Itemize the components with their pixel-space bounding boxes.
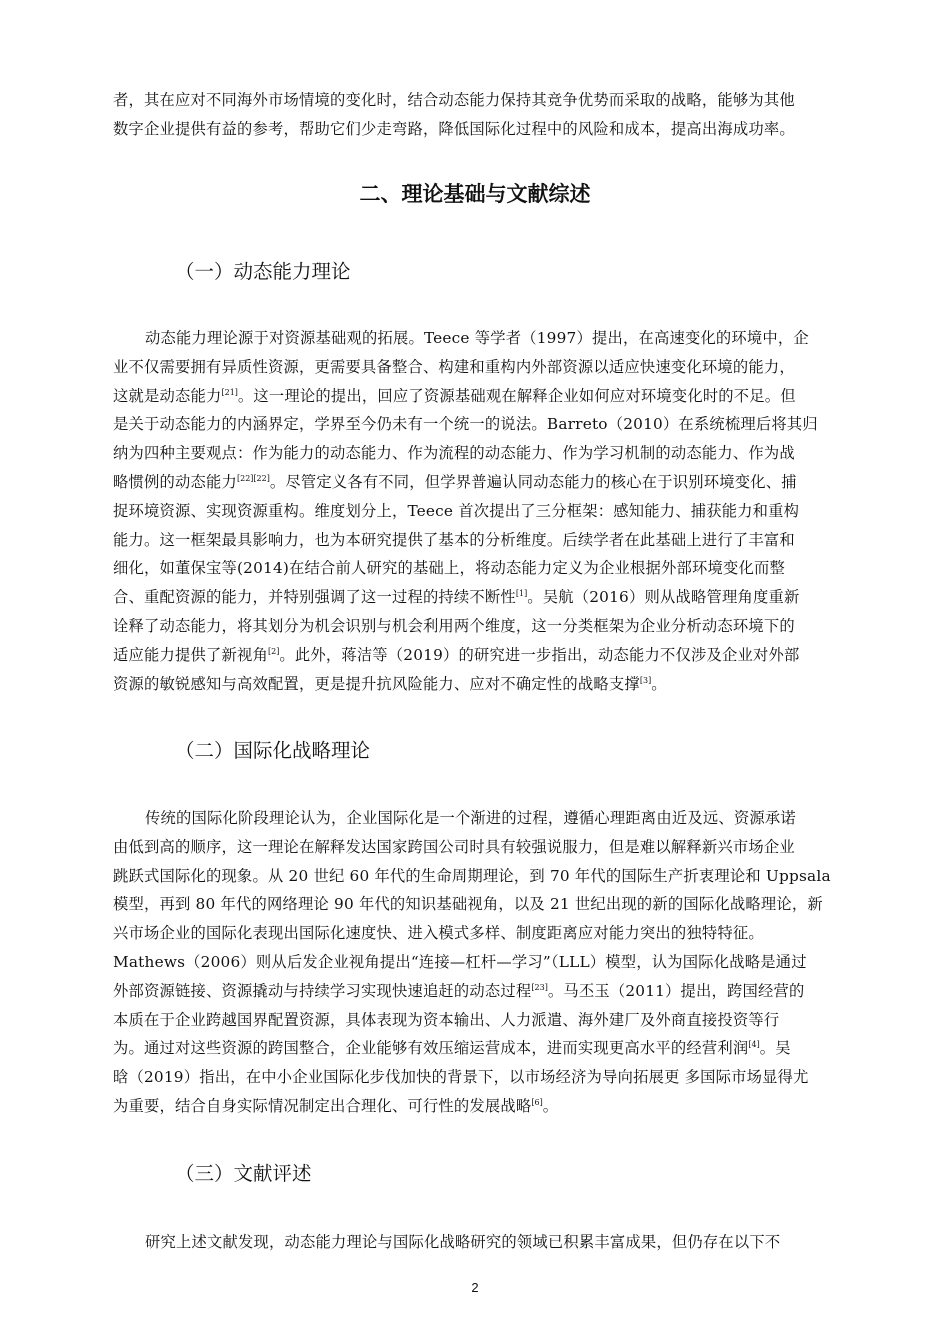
text-run: 外部资源链接、资源撬动与持续学习实现快速追赶的动态过程	[113, 981, 532, 1000]
text-run: 适应能力提供了新视角	[113, 645, 268, 664]
text-line	[113, 977, 860, 1006]
citation-ref: [6]	[531, 1097, 543, 1107]
text-line	[113, 382, 860, 411]
text-run: 为。通过对这些资源的跨国整合，企业能够有效压缩运营成本，进而实现更高水平的经营利润	[113, 1039, 749, 1058]
citation-ref: [3]	[639, 675, 652, 685]
text-run: 。此外，蒋洁等（2019）的研究进一步指出，动态能力不仅涉及企业对外部	[279, 645, 800, 664]
citation-ref: [21]	[221, 387, 238, 397]
text-run: 。尽管定义各有不同，但学界普遍认同动态能力的核心在于识别环境变化、捕	[269, 472, 797, 491]
text-line: 细化，如董保宝等(2014)在结合前人研究的基础上，将动态能力定义为企业根据外部环境变化而整	[113, 559, 785, 578]
text-line: 数字企业提供有益的参考，帮助它们少走弯路，降低国际化过程中的风险和成本，提高出海成功率。	[113, 119, 795, 138]
text-run: 。马丕玉（2011）提出，跨国经营的	[547, 981, 805, 1000]
text-run: 这就是动态能力	[113, 386, 222, 405]
intro-paragraph	[113, 86, 860, 144]
citation-ref: [23]	[531, 982, 548, 992]
section-title: 二、理论基础与文献综述	[359, 182, 591, 206]
citation-ref: [22][22]	[236, 473, 270, 483]
subsection-heading-1: （一）动态能力理论	[175, 260, 351, 283]
text-line: Mathews（2006）则从后发企业视角提出“连接—杠杆—学习”（LLL）模型，认为国际化战略是通过	[113, 952, 807, 971]
text-line: 研究上述文献发现，动态能力理论与国际化战略研究的领域已积累丰富成果，但仍存在以下不	[145, 1233, 781, 1251]
text-line: 纳为四种主要观点：作为能力的动态能力、作为流程的动态能力、作为学习机制的动态能力、作为战	[113, 444, 795, 463]
text-line: 模型，再到 80 年代的网络理论 90 年代的知识基础视角，以及 21 世纪出现的新的国际化战略理论，新	[113, 895, 823, 914]
text-line	[113, 1034, 860, 1063]
text-run: 略惯例的动态能力	[113, 472, 237, 491]
page-number: 2	[471, 1280, 479, 1295]
text-line	[113, 1092, 860, 1121]
text-line	[113, 583, 860, 612]
text-line	[113, 641, 860, 670]
text-line: 动态能力理论源于对资源基础观的拓展。Teece 等学者（1997）提出，在高速变化的环境中，企	[145, 329, 809, 347]
text-run: 资源的敏锐感知与高效配置，更是提升抗风险能力、应对不确定性的战略支撑	[113, 674, 640, 693]
text-line: 本质在于企业跨越国界配置资源，具体表现为资本输出、人力派遣、海外建厂及外商直接投资等行	[113, 1010, 780, 1029]
text-run: 合、重配资源的能力，并特别强调了这一过程的持续不断性	[113, 588, 516, 607]
citation-ref: [4]	[748, 1040, 760, 1050]
text-run: 。吴	[759, 1039, 791, 1058]
text-line: 捉环境资源、实现资源重构。维度划分上，Teece 首次提出了三分框架：感知能力、捕获能力和重构	[113, 501, 800, 520]
internationalization-paragraph	[113, 804, 860, 1121]
text-line: 晗（2019）指出，在中小企业国际化步伐加快的背景下，以市场经济为导向拓展更 多国际市场显得尤	[113, 1068, 809, 1087]
text-line	[113, 468, 860, 497]
text-line: 者，其在应对不同海外市场情境的变化时，结合动态能力保持其竞争优势而采取的战略，能够为其他	[113, 91, 795, 109]
text-line	[113, 670, 860, 699]
text-line: 兴市场企业的国际化表现出国际化速度快、进入模式多样、制度距离应对能力突出的独特特征。	[113, 924, 764, 943]
text-line: 诠释了动态能力，将其划分为机会识别与机会利用两个维度，这一分类框架为企业分析动态环境下的	[113, 616, 795, 635]
text-run: 。	[651, 674, 667, 693]
text-run: 为重要，结合自身实际情况制定出合理化、可行性的发展战略	[113, 1096, 532, 1115]
text-line: 传统的国际化阶段理论认为，企业国际化是一个渐进的过程，遵循心理距离由近及远、资源承诺	[145, 809, 796, 827]
text-run: 。这一理论的提出，回应了资源基础观在解释企业如何应对环境变化时的不足。但	[237, 386, 796, 405]
text-run: 。吴航（2016）则从战略管理角度重新	[527, 588, 800, 607]
citation-ref: [1]	[515, 589, 528, 599]
text-line: 能力。这一框架最具影响力，也为本研究提供了基本的分析维度。后续学者在此基础上进行了丰富和	[113, 530, 795, 549]
subsection-heading-2: （二）国际化战略理论	[175, 739, 371, 762]
text-line: 是关于动态能力的内涵界定，学界至今仍未有一个统一的说法。Barreto（2010）在系统梳理后将其归	[113, 415, 818, 434]
subsection-heading-3: （三）文献评述	[175, 1162, 312, 1185]
literature-review-paragraph	[113, 1228, 860, 1257]
text-run: 。	[542, 1096, 559, 1115]
text-line: 由低到高的顺序，这一理论在解释发达国家跨国公司时具有较强说服力，但是难以解释新兴市场企业	[113, 837, 795, 856]
citation-ref: [2]	[267, 646, 280, 656]
text-line: 跳跃式国际化的现象。从 20 世纪 60 年代的生命周期理论，到 70 年代的国际生产折衷理论和 Uppsala	[113, 866, 831, 885]
text-line: 业不仅需要拥有异质性资源，更需要具备整合、构建和重构内外部资源以适应快速变化环境的能力，	[113, 357, 795, 376]
dynamic-capability-paragraph	[113, 324, 860, 698]
